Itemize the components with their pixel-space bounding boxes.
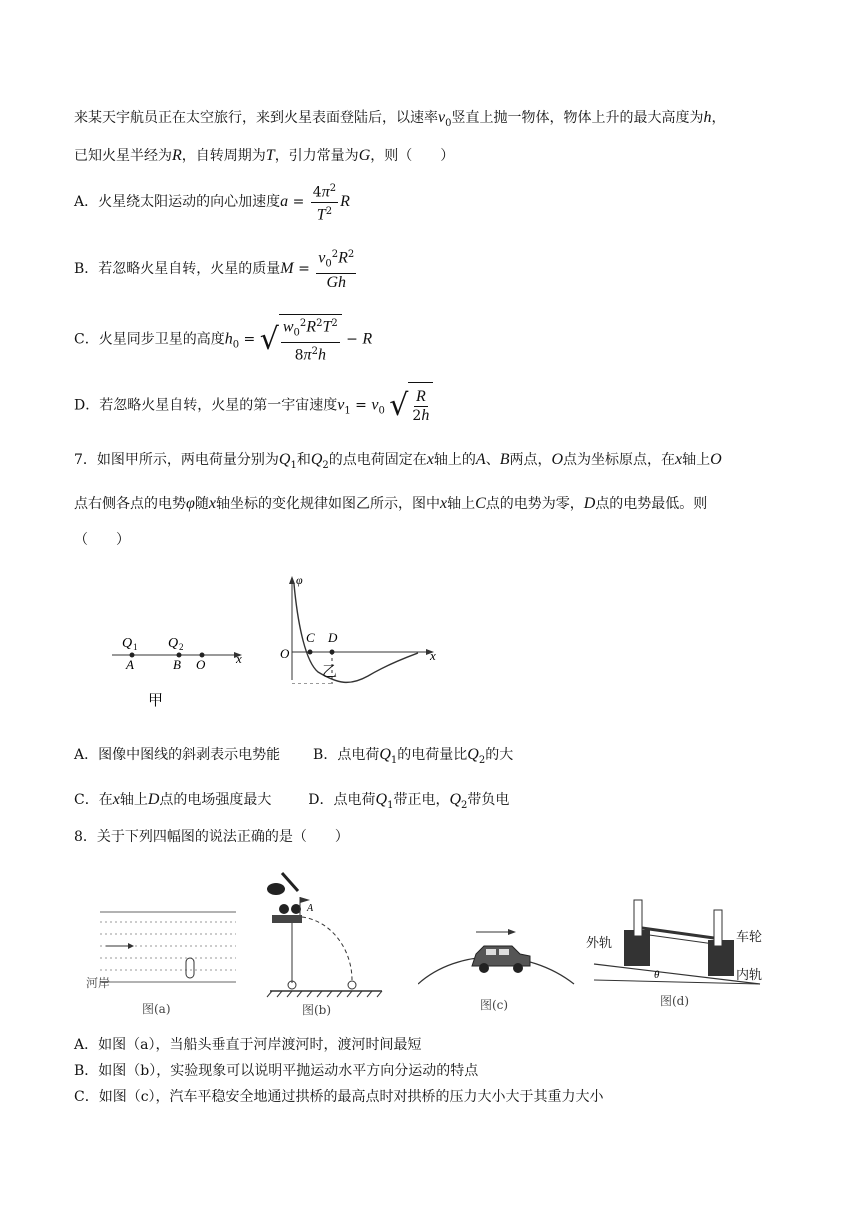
sqrt: √ $\frac{w_0^2R^2T^2}{8\pi^2h}$ [260,314,342,365]
q6-option-d[interactable]: D．若忽略火星自转，火星的第一宇宙速度$v_1 = v_0$ √ $\frac{R}{2h}$ [74,382,433,434]
q7-option-d[interactable]: D．点电荷$Q_1$带正电，$Q_2$带负电 [308,791,510,811]
figure-a [86,908,236,1022]
q6-option-b[interactable]: B．若忽略火星自转，火星的质量M = $\frac{v_0^2R^2}{Gh}$ [74,246,358,292]
svg-text:O: O [280,646,290,661]
fraction: $\frac{v_0^2R^2}{Gh}$ [316,246,356,292]
figure-d [586,880,770,1008]
q6-option-a[interactable]: A．火星绕太阳运动的向心加速度a = $\frac{4\pi^2}{T^2}$ R [74,180,350,224]
q7-option-a[interactable]: A．图像中图线的斜剥表示电势能 [74,747,281,763]
svg-text:φ: φ [296,573,303,587]
q7-stem-line1: 7．如图甲所示，两电荷量分别为$Q_1$和$Q_2$的点电荷固定在x轴上的A、B两点，O点为坐标原点，在x轴上O [74,451,722,471]
q6-option-c[interactable]: C．火星同步卫星的高度$h_0$ = √ $\frac{w_0^2R^2T^2}{8\pi^2h}$ − R [74,314,372,368]
q7-option-c[interactable]: C．在x轴上D点的电场强度最大 [74,791,272,808]
svg-text:O: O [196,657,206,672]
q7-options-row1 [74,745,513,771]
svg-text:A: A [126,657,134,672]
sqrt: √ $\frac{R}{2h}$ [389,382,433,429]
svg-text:2: 2 [179,642,184,652]
svg-text:θ: θ [654,969,660,981]
figure-d-outer-rail: 外轨 [586,936,613,951]
figure-jia [112,625,252,719]
figure-jia-label: 甲 [148,693,164,709]
q7-option-b[interactable]: B．点电荷$Q_1$的电荷量比$Q_2$的大 [313,746,514,766]
q8-option-a[interactable]: A．如图（a），当船头垂直于河岸渡河时，渡河时间最短 [74,1037,422,1053]
svg-text:B: B [173,657,181,672]
svg-text:D: D [328,630,338,645]
svg-text:A: A [307,903,314,914]
figure-b [262,855,402,1024]
q7-options-row2 [74,790,509,816]
q7-stem-line2: 点右侧各点的电势φ随x轴坐标的变化规律如图乙所示，图中x轴上C点的电势为零，D点的电势最低。则 [74,495,708,512]
svg-text:x: x [430,648,436,663]
figure-b-caption: 图(b) [302,1003,332,1017]
fraction: $\frac{4\pi^2}{T^2}$ [311,180,338,224]
svg-text:Q: Q [168,636,179,651]
svg-text:C: C [306,630,315,645]
q8-stem: 8．关于下列四幅图的说法正确的是（ ） [74,829,349,845]
q7-stem-line3: （ ） [74,532,130,548]
figure-a-caption: 图(a) [142,1002,171,1016]
figure-d-caption: 图(d) [660,994,690,1008]
svg-text:x: x [236,651,242,666]
q6-stem-line1: 来某天宇航员正在太空旅行，来到火星表面登陆后，以速率$v_0$竖直上抛一物体，物体上升的最大高度为h， [74,109,726,129]
figure-d-wheel: 车轮 [736,930,763,945]
figure-yi [278,572,448,688]
figure-yi-label: 乙 [322,662,338,680]
q8-option-c[interactable]: C．如图（c），汽车平稳安全地通过拱桥的最高点时对拱桥的压力大小大于其重力大小 [74,1089,604,1105]
svg-text:1: 1 [133,642,138,652]
figure-c [418,922,578,1012]
figure-d-inner-rail: 内轨 [736,968,763,983]
svg-text:Q: Q [122,636,133,651]
q8-option-b[interactable]: B．如图（b），实验现象可以说明平抛运动水平方向分运动的特点 [74,1063,479,1079]
figure-c-caption: 图(c) [480,998,509,1012]
figure-a-bank-label: 河岸 [86,976,111,990]
q6-stem-line2: 已知火星半经为R，自转周期为T，引力常量为G，则（ ） [74,147,455,164]
